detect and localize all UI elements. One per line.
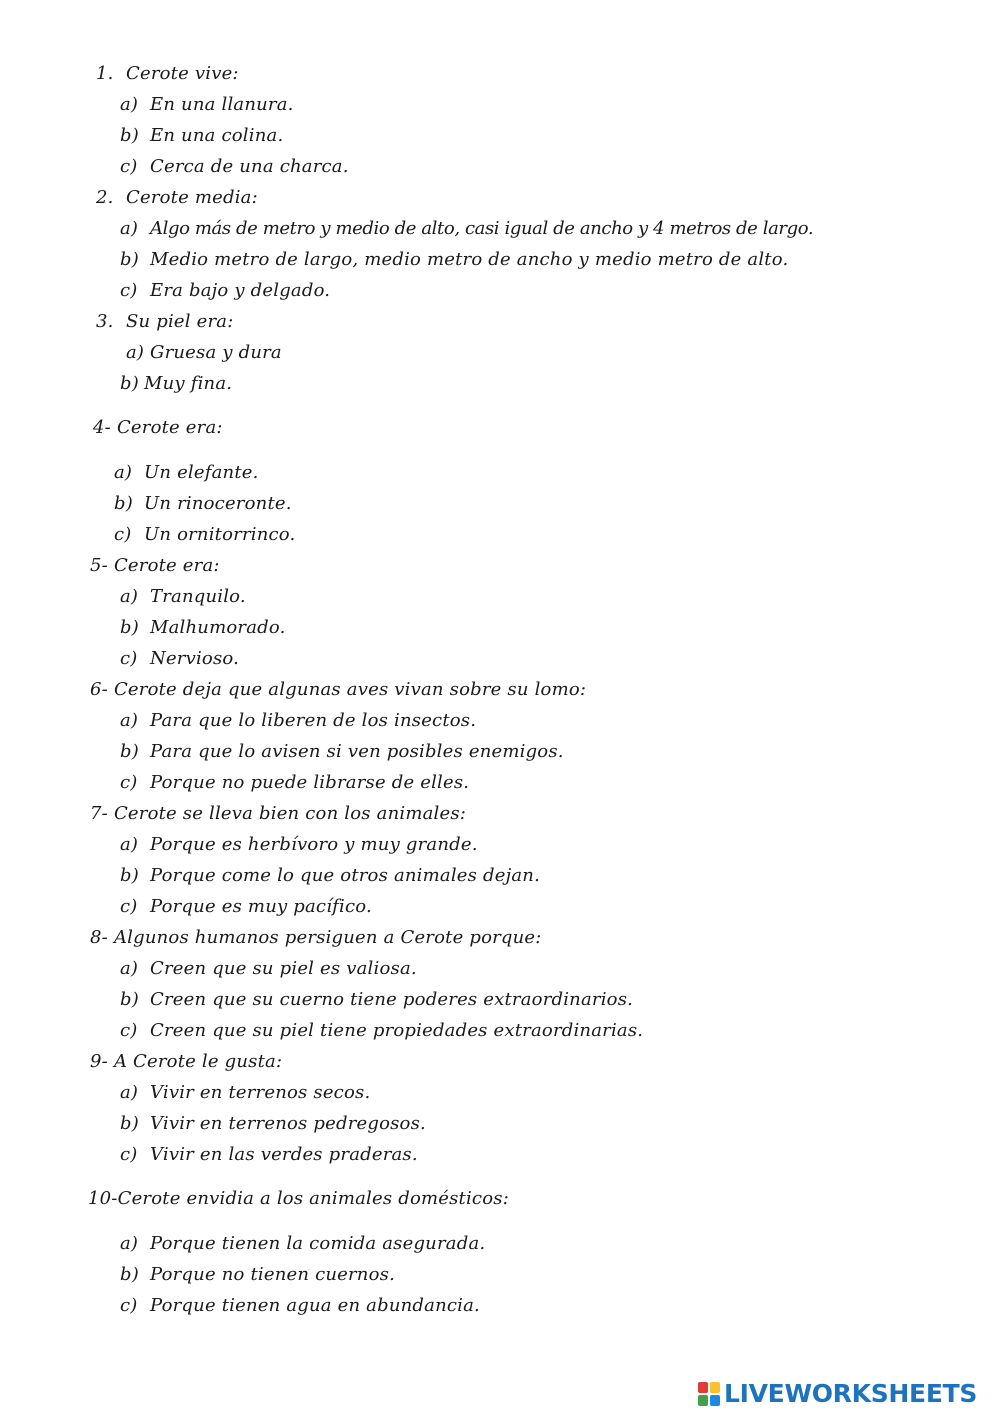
question-9 — [90, 1050, 282, 1074]
logo-text: LIVEWORKSHEETS — [724, 1379, 978, 1408]
option-10c[interactable] — [120, 1294, 480, 1318]
question-7 — [90, 802, 466, 826]
option-text: Porque no puede librarse de elles. — [150, 772, 470, 793]
option-8b[interactable] — [120, 988, 633, 1012]
question-number: 2. — [96, 187, 114, 208]
option-text: Un elefante. — [144, 462, 259, 483]
question-3 — [96, 310, 234, 334]
option-label: b) — [120, 741, 139, 762]
option-9c[interactable] — [120, 1143, 418, 1167]
option-9a[interactable] — [120, 1081, 370, 1105]
option-9b[interactable] — [120, 1112, 426, 1136]
question-prompt: Cerote se lleva bien con los animales: — [113, 803, 467, 824]
option-1c[interactable] — [120, 155, 349, 179]
option-text: Para que lo liberen de los insectos. — [150, 710, 477, 731]
option-2b[interactable] — [120, 248, 788, 272]
option-label: b) — [114, 493, 133, 514]
option-6a[interactable] — [120, 709, 476, 733]
option-label: c) — [120, 1020, 138, 1041]
option-5b[interactable] — [120, 616, 286, 640]
option-4b[interactable] — [114, 492, 292, 516]
question-5 — [90, 554, 220, 578]
option-text: Vivir en las verdes praderas. — [150, 1144, 418, 1165]
option-label: b) — [120, 989, 139, 1010]
option-text: Vivir en terrenos pedregosos. — [150, 1113, 426, 1134]
option-8a[interactable] — [120, 957, 417, 981]
option-label: b) — [120, 125, 139, 146]
logo-tile — [698, 1395, 708, 1406]
logo-tile — [710, 1382, 720, 1393]
question-number: 9- — [90, 1051, 108, 1072]
option-label: c) — [114, 524, 132, 545]
question-prompt: Cerote era: — [113, 555, 220, 576]
option-8c[interactable] — [120, 1019, 643, 1043]
option-text: Para que lo avisen si ven posibles enemigos. — [150, 741, 564, 762]
option-label: a) — [126, 342, 145, 363]
option-label: a) — [120, 1082, 139, 1103]
option-text: Porque tienen la comida asegurada. — [150, 1233, 486, 1254]
option-text: Algo más de metro y medio de alto, casi igual de ancho y 4 metros de largo. — [150, 218, 814, 239]
option-label: b) — [120, 617, 139, 638]
option-7c[interactable] — [120, 895, 372, 919]
question-number: 7- — [90, 803, 108, 824]
question-prompt: Cerote deja que algunas aves vivan sobre su lomo: — [113, 679, 587, 700]
question-number: 1. — [96, 63, 114, 84]
option-text: Porque es muy pacífico. — [150, 896, 372, 917]
logo-tile — [698, 1382, 708, 1393]
question-2 — [96, 186, 258, 210]
question-number: 4- — [93, 417, 111, 438]
question-1 — [96, 62, 239, 86]
question-prompt: Algunos humanos persiguen a Cerote porque: — [113, 927, 542, 948]
option-label: a) — [120, 958, 139, 979]
liveworksheets-logo[interactable] — [698, 1380, 998, 1408]
option-text: Creen que su piel tiene propiedades extraordinarias. — [150, 1020, 644, 1041]
option-label: c) — [120, 1295, 138, 1316]
option-4c[interactable] — [114, 523, 295, 547]
option-label: b) — [120, 1113, 139, 1134]
option-6b[interactable] — [120, 740, 564, 764]
question-6 — [90, 678, 586, 702]
question-4 — [93, 416, 223, 440]
option-text: Malhumorado. — [150, 617, 286, 638]
option-text: Tranquilo. — [150, 586, 246, 607]
option-7b[interactable] — [120, 864, 540, 888]
option-text: Un rinoceronte. — [144, 493, 292, 514]
option-10a[interactable] — [120, 1232, 485, 1256]
option-text: Porque no tienen cuernos. — [150, 1264, 395, 1285]
question-prompt: Cerote era: — [116, 417, 223, 438]
option-10b[interactable] — [120, 1263, 395, 1287]
option-label: a) — [120, 586, 139, 607]
option-text: Nervioso. — [150, 648, 240, 669]
option-text: Cerca de una charca. — [150, 156, 349, 177]
option-text: Gruesa y dura — [150, 342, 282, 363]
option-5a[interactable] — [120, 585, 246, 609]
question-prompt: Su piel era: — [126, 311, 234, 332]
option-label: c) — [120, 156, 138, 177]
option-label: b) — [120, 1264, 139, 1285]
logo-tile — [710, 1395, 720, 1406]
option-label: c) — [120, 648, 138, 669]
option-text: Vivir en terrenos secos. — [150, 1082, 371, 1103]
option-label: a) — [114, 462, 133, 483]
option-7a[interactable] — [120, 833, 478, 857]
option-label: b) — [120, 373, 139, 394]
option-text: Creen que su piel es valiosa. — [150, 958, 417, 979]
option-label: c) — [120, 896, 138, 917]
option-4a[interactable] — [114, 461, 259, 485]
option-label: c) — [120, 280, 138, 301]
question-number: 8- — [90, 927, 108, 948]
option-1b[interactable] — [120, 124, 283, 148]
question-prompt: Cerote envidia a los animales domésticos: — [117, 1188, 509, 1209]
question-prompt: A Cerote le gusta: — [113, 1051, 283, 1072]
question-number: 5- — [90, 555, 108, 576]
option-text: Muy fina. — [144, 373, 233, 394]
option-text: Era bajo y delgado. — [150, 280, 331, 301]
option-label: c) — [120, 772, 138, 793]
option-label: c) — [120, 1144, 138, 1165]
option-2c[interactable] — [120, 279, 330, 303]
option-3a[interactable] — [126, 341, 282, 365]
option-label: b) — [120, 249, 139, 270]
option-label: a) — [120, 710, 139, 731]
option-text: En una colina. — [150, 125, 284, 146]
question-number: 10- — [88, 1188, 118, 1209]
option-label: b) — [120, 865, 139, 886]
option-3b[interactable] — [120, 372, 232, 396]
option-text: En una llanura. — [150, 94, 294, 115]
option-label: a) — [120, 218, 139, 239]
option-label: a) — [120, 94, 139, 115]
question-number: 6- — [90, 679, 108, 700]
option-5c[interactable] — [120, 647, 239, 671]
option-text: Creen que su cuerno tiene poderes extraordinarios. — [150, 989, 634, 1010]
question-prompt: Cerote media: — [126, 187, 258, 208]
option-6c[interactable] — [120, 771, 469, 795]
logo-tiles-icon — [698, 1382, 720, 1406]
option-text: Porque es herbívoro y muy grande. — [150, 834, 478, 855]
question-prompt: Cerote vive: — [126, 63, 239, 84]
option-text: Un ornitorrinco. — [144, 524, 296, 545]
option-1a[interactable] — [120, 93, 294, 117]
question-number: 3. — [96, 311, 114, 332]
option-text: Porque come lo que otros animales dejan. — [150, 865, 540, 886]
option-label: a) — [120, 834, 139, 855]
question-8 — [90, 926, 542, 950]
option-label: a) — [120, 1233, 139, 1254]
option-2a[interactable] — [120, 217, 813, 241]
question-10 — [88, 1187, 509, 1211]
option-text: Medio metro de largo, medio metro de ancho y medio metro de alto. — [150, 249, 789, 270]
option-text: Porque tienen agua en abundancia. — [150, 1295, 480, 1316]
